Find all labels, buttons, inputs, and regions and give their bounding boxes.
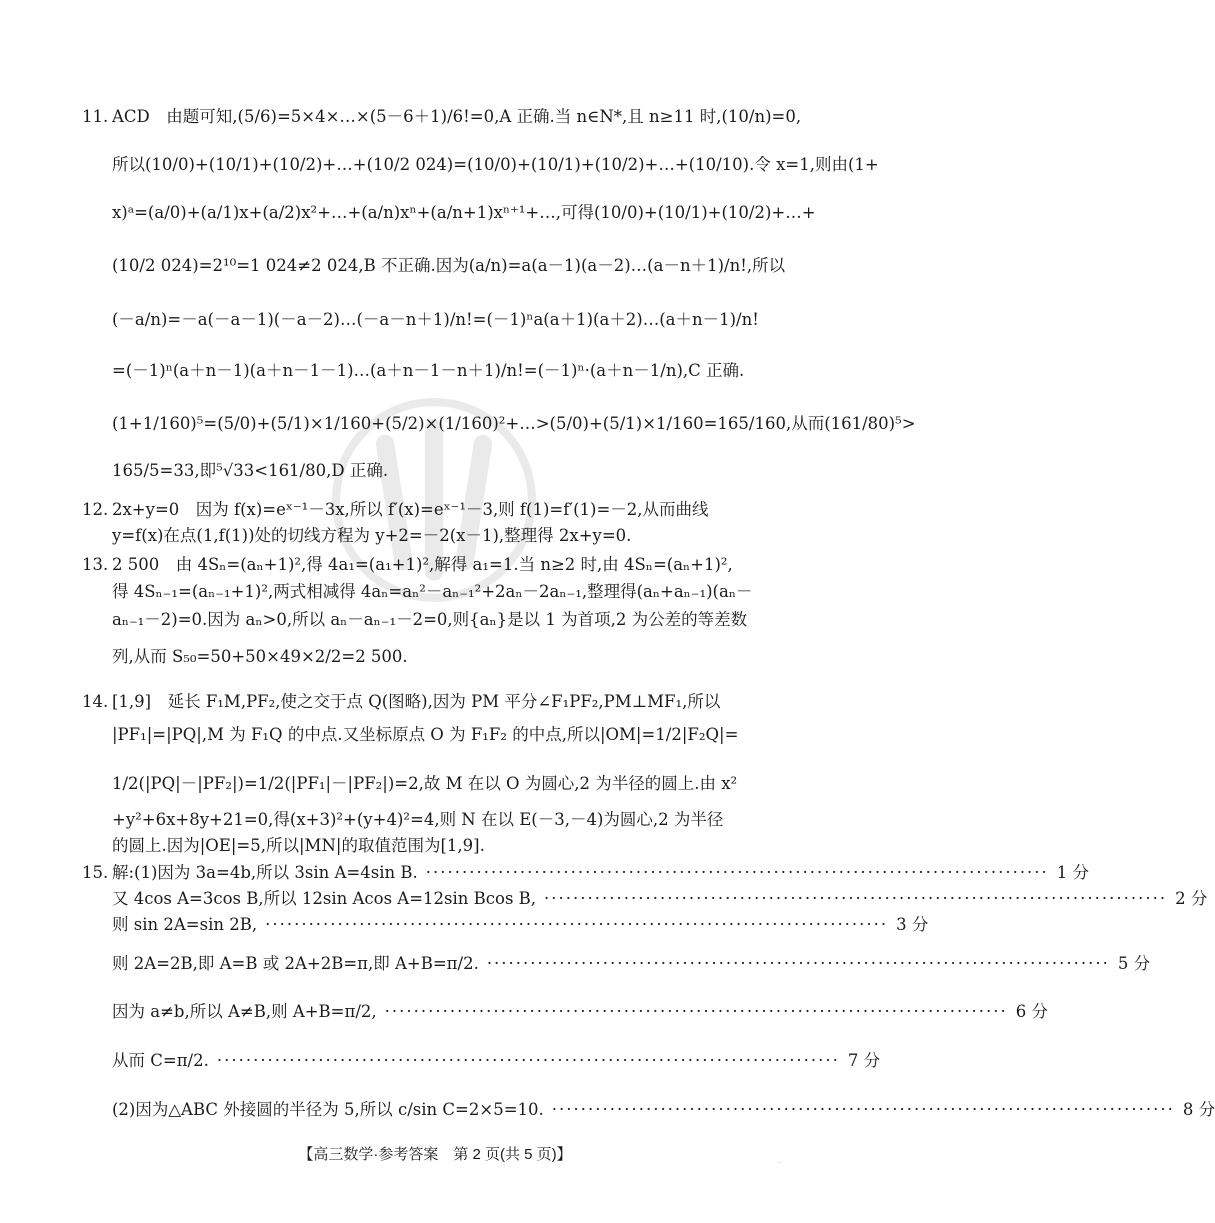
q15-step-3: [112, 914, 929, 936]
q11-line-8: 165/5=33,即⁵√33<161/80,D 正确.: [112, 461, 389, 480]
question-number-14: 14.: [82, 692, 109, 711]
q13-line-1: 2 500 由 4Sₙ=(aₙ+1)²,得 4a₁=(a₁+1)²,解得 a₁=1.当 n≥2 时,由 4Sₙ=(aₙ+1)²,: [112, 555, 733, 574]
corner-mark: ..: [777, 1156, 783, 1165]
q14-line-1: [1,9] 延长 F₁M,PF₂,使之交于点 Q(图略),因为 PM 平分∠F₁PF₂,PM⊥MF₁,所以: [112, 692, 721, 711]
score-label: 3 分: [896, 915, 929, 934]
q15-step-text: 则 sin 2A=sin 2B,: [112, 915, 258, 934]
q11-line-2: 所以(10/0)+(10/1)+(10/2)+…+(10/2 024)=(10/0)+(10/1)+(10/2)+…+(10/10).令 x=1,则由(1+: [112, 155, 879, 174]
q14-line-4: +y²+6x+8y+21=0,得(x+3)²+(y+4)²=4,则 N 在以 E(－3,－4)为圆心,2 为半径: [112, 810, 724, 829]
question-number-13: 13.: [82, 555, 109, 574]
q11-line-4: (10/2 024)=2¹⁰=1 024≠2 024,B 不正确.因为(a/n)=a(a－1)(a－2)…(a－n＋1)/n!,所以: [112, 256, 786, 275]
q14-line-3: 1/2(|PQ|－|PF₂|)=1/2(|PF₁|－|PF₂|)=2,故 M 在以 O 为圆心,2 为半径的圆上.由 x²: [112, 774, 738, 793]
q15-step-text: 则 2A=2B,即 A=B 或 2A+2B=π,即 A+B=π/2.: [112, 954, 479, 973]
question-number-15: 15.: [82, 863, 109, 882]
q11-line-1: ACD 由题可知,(5/6)=5×4×…×(5－6＋1)/6!=0,A 正确.当 n∈N*,且 n≥11 时,(10/n)=0,: [112, 107, 802, 126]
q15-step-text: 因为 a≠b,所以 A≠B,则 A+B=π/2,: [112, 1002, 377, 1021]
question-number-12: 12.: [82, 500, 109, 519]
q11-line-7: (1+1/160)⁵=(5/0)+(5/1)×1/160+(5/2)×(1/160)²+…>(5/0)+(5/1)×1/160=165/160,从而(161/80)⁵>: [112, 414, 916, 433]
q14-line-2: |PF₁|=|PQ|,M 为 F₁Q 的中点.又坐标原点 O 为 F₁F₂ 的中点,所以|OM|=1/2|F₂Q|=: [112, 725, 739, 744]
leader-dots: ······················································································: [486, 954, 1110, 973]
q15-step-text: 从而 C=π/2.: [112, 1051, 209, 1070]
q13-line-2: 得 4Sₙ₋₁=(aₙ₋₁+1)²,两式相减得 4aₙ=aₙ²－aₙ₋₁²+2aₙ－2aₙ₋₁,整理得(aₙ+aₙ₋₁)(aₙ－: [112, 582, 753, 601]
score-label: 7 分: [847, 1051, 881, 1070]
q13-line-3: aₙ₋₁－2)=0.因为 aₙ>0,所以 aₙ－aₙ₋₁－2=0,则{aₙ}是以 1 为首项,2 为公差的等差数: [112, 610, 748, 629]
q15-step-2: [112, 888, 1208, 910]
leader-dots: ······················································································: [216, 1051, 840, 1070]
score-label: 1 分: [1056, 863, 1090, 882]
q13-line-4: 列,从而 S₅₀=50+50×49×2/2=2 500.: [112, 647, 408, 666]
score-label: 6 分: [1015, 1002, 1048, 1021]
q15-step-7: [112, 1099, 1215, 1121]
leader-dots: ······················································································: [384, 1002, 1008, 1021]
q15-step-text: (2)因为△ABC 外接圆的半径为 5,所以 c/sin C=2×5=10.: [112, 1100, 544, 1119]
q15-step-6: [112, 1050, 881, 1072]
leader-dots: ······················································································: [551, 1100, 1175, 1119]
page-footer: 【高三数学·参考答案 第 2 页(共 5 页)】: [298, 1146, 572, 1163]
q11-line-6: =(－1)ⁿ(a＋n－1)(a＋n－1－1)…(a＋n－1－n＋1)/n!=(－1)ⁿ·(a＋n－1/n),C 正确.: [112, 361, 745, 380]
q14-line-5: 的圆上.因为|OE|=5,所以|MN|的取值范围为[1,9].: [112, 836, 485, 855]
q15-step-text: 又 4cos A=3cos B,所以 12sin Acos A=12sin Bcos B,: [112, 889, 537, 908]
q15-step-4: [112, 953, 1151, 975]
q15-step-5: [112, 1001, 1048, 1023]
q12-line-2: y=f(x)在点(1,f(1))处的切线方程为 y+2=－2(x－1),整理得 2x+y=0.: [112, 526, 632, 545]
score-label: 5 分: [1117, 954, 1151, 973]
score-label: 2 分: [1175, 889, 1208, 908]
question-number-11: 11.: [82, 107, 109, 126]
score-label: 8 分: [1182, 1100, 1215, 1119]
leader-dots: ······················································································: [425, 863, 1049, 882]
q11-line-5: (－a/n)=－a(－a－1)(－a－2)…(－a－n＋1)/n!=(－1)ⁿa(a＋1)(a＋2)…(a＋n－1)/n!: [112, 310, 759, 329]
leader-dots: ······················································································: [265, 915, 889, 934]
q15-step-1: [112, 862, 1090, 884]
q15-step-text: 解:(1)因为 3a=4b,所以 3sin A=4sin B.: [112, 863, 418, 882]
leader-dots: ······················································································: [544, 889, 1168, 908]
q12-line-1: 2x+y=0 因为 f(x)=eˣ⁻¹－3x,所以 f′(x)=eˣ⁻¹－3,则 f(1)=f′(1)=－2,从而曲线: [112, 500, 709, 519]
q11-line-3: x)ᵃ=(a/0)+(a/1)x+(a/2)x²+…+(a/n)xⁿ+(a/n+1)xⁿ⁺¹+…,可得(10/0)+(10/1)+(10/2)+…+: [112, 203, 816, 222]
